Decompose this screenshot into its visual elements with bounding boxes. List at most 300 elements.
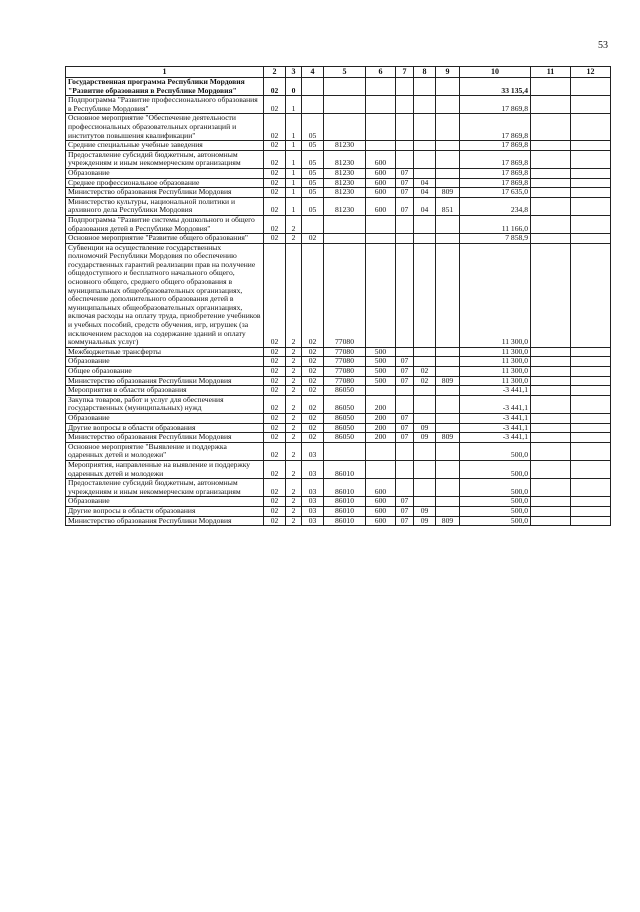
cell-section [396,215,414,233]
cell-ministry [436,460,460,478]
cell-col-12 [571,479,611,497]
cell-col-12 [571,197,611,215]
cell-program: 02 [264,395,286,413]
cell-subprogram: 2 [286,479,302,497]
cell-name: Министерство образования Республики Мордовия [66,376,264,386]
cell-event: 02 [302,367,324,377]
cell-expense-type: 200 [366,423,396,433]
cell-subsection [414,141,436,151]
cell-subprogram: 2 [286,460,302,478]
cell-expense-type: 600 [366,479,396,497]
cell-col-12 [571,150,611,168]
cell-name: Предоставление субсидий бюджетным, автономным учреждениям и иным некоммерческим организациям [66,150,264,168]
cell-ministry [436,141,460,151]
cell-section [396,479,414,497]
table-row [66,433,611,443]
cell-direction: 81230 [324,168,366,178]
cell-ministry [436,506,460,516]
cell-col-12 [571,516,611,526]
cell-ministry [436,497,460,507]
cell-expense-type: 500 [366,347,396,357]
cell-subsection [414,413,436,423]
cell-amount: 11 300,0 [460,357,531,367]
cell-ministry [436,243,460,347]
cell-amount: -3 441,1 [460,433,531,443]
cell-ministry [436,395,460,413]
cell-direction: 86010 [324,460,366,478]
cell-event [302,78,324,96]
cell-subsection [414,243,436,347]
cell-col-11 [531,367,571,377]
cell-col-12 [571,367,611,377]
table-row [66,386,611,396]
col-header: 7 [396,67,414,78]
cell-section [396,150,414,168]
cell-expense-type: 200 [366,413,396,423]
cell-subprogram: 2 [286,215,302,233]
cell-ministry [436,96,460,114]
cell-expense-type: 500 [366,367,396,377]
cell-ministry: 809 [436,516,460,526]
cell-name: Образование [66,168,264,178]
cell-col-12 [571,497,611,507]
cell-amount: 7 858,9 [460,234,531,244]
cell-subprogram: 2 [286,516,302,526]
cell-col-12 [571,423,611,433]
cell-expense-type [366,442,396,460]
cell-col-12 [571,168,611,178]
cell-subsection: 04 [414,188,436,198]
cell-section: 07 [396,497,414,507]
cell-expense-type [366,460,396,478]
cell-amount: 33 135,4 [460,78,531,96]
cell-name: Основное мероприятие "Развитие общего образования" [66,234,264,244]
cell-expense-type [366,114,396,141]
cell-event: 02 [302,413,324,423]
cell-amount: -3 441,1 [460,423,531,433]
cell-expense-type: 200 [366,433,396,443]
cell-direction: 86050 [324,386,366,396]
cell-event: 03 [302,442,324,460]
cell-col-12 [571,347,611,357]
cell-amount: 11 300,0 [460,347,531,357]
cell-program: 02 [264,114,286,141]
table-row [66,413,611,423]
cell-col-11 [531,114,571,141]
cell-amount: 500,0 [460,479,531,497]
cell-program: 02 [264,347,286,357]
cell-direction: 86010 [324,479,366,497]
cell-subprogram: 1 [286,141,302,151]
cell-section: 07 [396,367,414,377]
cell-direction: 86050 [324,413,366,423]
cell-section [396,442,414,460]
cell-ministry [436,215,460,233]
cell-program: 02 [264,479,286,497]
cell-ministry [436,442,460,460]
cell-direction [324,114,366,141]
cell-program: 02 [264,141,286,151]
table-row [66,168,611,178]
cell-section [396,114,414,141]
cell-subsection [414,78,436,96]
table-row [66,479,611,497]
cell-direction: 81230 [324,188,366,198]
cell-section: 07 [396,197,414,215]
table-row [66,243,611,347]
cell-ministry: 809 [436,433,460,443]
cell-subsection: 02 [414,367,436,377]
cell-program: 02 [264,234,286,244]
cell-program: 02 [264,423,286,433]
cell-ministry: 851 [436,197,460,215]
cell-expense-type: 600 [366,497,396,507]
cell-col-11 [531,188,571,198]
cell-subsection: 09 [414,433,436,443]
cell-event: 03 [302,479,324,497]
cell-direction [324,442,366,460]
cell-name: Мероприятия в области образования [66,386,264,396]
cell-event: 03 [302,497,324,507]
cell-ministry: 809 [436,376,460,386]
cell-section [396,141,414,151]
cell-col-11 [531,506,571,516]
cell-subprogram: 1 [286,178,302,188]
cell-expense-type [366,96,396,114]
cell-col-11 [531,197,571,215]
table-row [66,357,611,367]
table-row [66,442,611,460]
cell-col-11 [531,460,571,478]
cell-direction: 86010 [324,516,366,526]
cell-subsection [414,234,436,244]
cell-subprogram: 2 [286,376,302,386]
col-header: 6 [366,67,396,78]
cell-subprogram: 2 [286,243,302,347]
budget-table [65,66,611,526]
cell-col-11 [531,243,571,347]
cell-expense-type [366,141,396,151]
cell-col-11 [531,516,571,526]
cell-subsection [414,395,436,413]
cell-program: 02 [264,357,286,367]
cell-name: Межбюджетные трансферты [66,347,264,357]
cell-section: 07 [396,168,414,178]
cell-direction: 86010 [324,497,366,507]
cell-col-11 [531,215,571,233]
cell-expense-type: 500 [366,376,396,386]
cell-subsection [414,347,436,357]
cell-expense-type: 600 [366,516,396,526]
cell-subsection: 04 [414,178,436,188]
table-row [66,96,611,114]
cell-direction: 86050 [324,433,366,443]
cell-event: 05 [302,188,324,198]
cell-section [396,234,414,244]
cell-expense-type: 600 [366,168,396,178]
cell-col-12 [571,78,611,96]
cell-event: 03 [302,460,324,478]
cell-col-12 [571,433,611,443]
cell-expense-type: 500 [366,357,396,367]
cell-section [396,395,414,413]
table-row [66,423,611,433]
cell-ministry [436,234,460,244]
cell-subsection [414,386,436,396]
cell-subsection [414,460,436,478]
cell-subprogram: 1 [286,96,302,114]
cell-direction: 81230 [324,150,366,168]
cell-section: 07 [396,506,414,516]
cell-expense-type: 600 [366,150,396,168]
cell-expense-type [366,386,396,396]
page-number: 53 [598,40,608,51]
cell-subsection [414,114,436,141]
cell-col-12 [571,215,611,233]
cell-program: 02 [264,243,286,347]
cell-subprogram: 2 [286,386,302,396]
cell-subprogram: 2 [286,497,302,507]
cell-subsection: 09 [414,423,436,433]
cell-amount: 234,8 [460,197,531,215]
cell-name: Министерство образования Республики Мордовия [66,516,264,526]
col-header: 11 [531,67,571,78]
cell-direction [324,96,366,114]
cell-ministry [436,347,460,357]
table-row [66,141,611,151]
table-row [66,497,611,507]
cell-section: 07 [396,357,414,367]
cell-amount: 11 300,0 [460,367,531,377]
cell-amount: -3 441,1 [460,413,531,423]
cell-direction: 81230 [324,178,366,188]
cell-name: Министерство образования Республики Мордовия [66,433,264,443]
cell-section [396,243,414,347]
cell-col-11 [531,357,571,367]
cell-subprogram: 1 [286,114,302,141]
cell-col-12 [571,141,611,151]
cell-name: Образование [66,497,264,507]
cell-amount: 17 869,8 [460,178,531,188]
cell-subprogram: 2 [286,423,302,433]
col-header: 5 [324,67,366,78]
cell-ministry: 809 [436,188,460,198]
col-header: 10 [460,67,531,78]
cell-subprogram: 1 [286,197,302,215]
col-header: 2 [264,67,286,78]
cell-col-12 [571,442,611,460]
cell-program: 02 [264,442,286,460]
cell-col-11 [531,442,571,460]
cell-program: 02 [264,96,286,114]
col-header: 8 [414,67,436,78]
cell-name: Другие вопросы в области образования [66,423,264,433]
cell-subprogram: 2 [286,367,302,377]
cell-program: 02 [264,78,286,96]
table-body [66,78,611,526]
table-row [66,234,611,244]
cell-subprogram: 2 [286,234,302,244]
cell-subprogram: 1 [286,188,302,198]
header-row [66,67,611,78]
cell-program: 02 [264,188,286,198]
cell-event [302,215,324,233]
cell-name: Образование [66,357,264,367]
cell-amount: 17 869,8 [460,141,531,151]
cell-subprogram: 2 [286,506,302,516]
cell-amount: 11 166,0 [460,215,531,233]
cell-subsection [414,442,436,460]
cell-subsection [414,357,436,367]
cell-program: 02 [264,215,286,233]
table-row [66,215,611,233]
cell-subprogram: 2 [286,347,302,357]
cell-subsection [414,150,436,168]
cell-ministry [436,114,460,141]
cell-name: Закупка товаров, работ и услуг для обеспечения государственных (муниципальных) нужд [66,395,264,413]
cell-amount: 11 300,0 [460,376,531,386]
cell-expense-type [366,78,396,96]
cell-col-11 [531,376,571,386]
cell-name: Другие вопросы в области образования [66,506,264,516]
cell-program: 02 [264,150,286,168]
cell-col-11 [531,168,571,178]
cell-name: Среднее профессиональное образование [66,178,264,188]
cell-col-12 [571,234,611,244]
cell-amount: 500,0 [460,460,531,478]
cell-direction: 77080 [324,376,366,386]
cell-subsection [414,96,436,114]
cell-event: 05 [302,197,324,215]
cell-subsection [414,479,436,497]
cell-subsection: 02 [414,376,436,386]
cell-program: 02 [264,178,286,188]
table-row [66,347,611,357]
cell-subprogram: 2 [286,442,302,460]
cell-direction: 86050 [324,423,366,433]
col-header: 1 [66,67,264,78]
cell-section: 07 [396,376,414,386]
cell-program: 02 [264,497,286,507]
cell-name: Предоставление субсидий бюджетным, автономным учреждениям и иным некоммерческим организациям [66,479,264,497]
cell-program: 02 [264,433,286,443]
cell-ministry [436,168,460,178]
cell-event: 02 [302,395,324,413]
cell-program: 02 [264,516,286,526]
cell-ministry [436,386,460,396]
cell-name: Основное мероприятие "Выявление и поддержка одаренных детей и молодежи" [66,442,264,460]
cell-program: 02 [264,367,286,377]
cell-col-12 [571,178,611,188]
cell-name: Государственная программа Республики Мордовия "Развитие образования в Республике Мордовия" [66,78,264,96]
cell-col-12 [571,243,611,347]
cell-event: 05 [302,168,324,178]
table-row [66,367,611,377]
cell-amount: 17 869,8 [460,114,531,141]
cell-event: 03 [302,516,324,526]
cell-col-11 [531,141,571,151]
cell-col-11 [531,347,571,357]
cell-amount: 500,0 [460,506,531,516]
col-header: 3 [286,67,302,78]
cell-amount: 17 869,8 [460,168,531,178]
cell-event: 05 [302,178,324,188]
cell-col-11 [531,96,571,114]
cell-col-11 [531,413,571,423]
cell-section [396,347,414,357]
cell-name: Средние специальные учебные заведения [66,141,264,151]
table-row [66,114,611,141]
cell-subprogram: 2 [286,413,302,423]
cell-col-11 [531,497,571,507]
table-row [66,150,611,168]
table-row [66,197,611,215]
cell-amount: 17 635,0 [460,188,531,198]
cell-name: Подпрограмма "Развитие системы дошкольного и общего образования детей в Республике Мордовия" [66,215,264,233]
cell-direction: 77080 [324,367,366,377]
cell-col-11 [531,423,571,433]
cell-program: 02 [264,168,286,178]
cell-section: 07 [396,423,414,433]
cell-subsection: 09 [414,506,436,516]
cell-col-11 [531,78,571,96]
cell-subprogram: 2 [286,357,302,367]
col-header: 12 [571,67,611,78]
cell-subprogram: 1 [286,168,302,178]
cell-direction: 81230 [324,197,366,215]
cell-name: Министерство культуры, национальной политики и архивного дела Республики Мордовия [66,197,264,215]
cell-col-11 [531,479,571,497]
cell-ministry [436,413,460,423]
cell-section [396,386,414,396]
cell-name: Мероприятия, направленные на выявление и поддержку одаренных детей и молодежи [66,460,264,478]
cell-section [396,460,414,478]
cell-direction [324,234,366,244]
cell-name: Подпрограмма "Развитие профессионального образования в Республике Мордовия" [66,96,264,114]
cell-event [302,96,324,114]
cell-col-12 [571,376,611,386]
cell-subprogram: 1 [286,150,302,168]
cell-event: 03 [302,506,324,516]
table-row [66,78,611,96]
cell-direction: 86010 [324,506,366,516]
cell-program: 02 [264,460,286,478]
cell-ministry [436,178,460,188]
cell-direction: 77080 [324,347,366,357]
cell-col-12 [571,357,611,367]
cell-col-12 [571,395,611,413]
cell-event: 02 [302,357,324,367]
cell-col-12 [571,96,611,114]
cell-col-11 [531,386,571,396]
cell-col-11 [531,150,571,168]
table-row [66,395,611,413]
cell-expense-type: 600 [366,178,396,188]
cell-section: 07 [396,188,414,198]
cell-subsection: 09 [414,516,436,526]
cell-event: 02 [302,347,324,357]
cell-amount: 500,0 [460,516,531,526]
cell-program: 02 [264,197,286,215]
cell-name: Субвенции на осуществление государственных полномочий Республики Мордовия по обеспечению государственных гарантий реализации прав на получение общедоступного и бесплатного начального общего, основного общего, среднего общего образования в муниципальных общеобразовательных организациях, обеспечение дополнительного образования детей в муниципальных общеобразовательных организациях, включая расходы на оплату труда, приобретение учебников и учебных пособий, средств обучения, игр, игрушек (за исключением расходов на содержание зданий и оплату коммунальных услуг) [66,243,264,347]
cell-expense-type: 600 [366,188,396,198]
cell-col-12 [571,506,611,516]
cell-subsection [414,497,436,507]
cell-amount: 17 869,8 [460,150,531,168]
cell-subsection [414,168,436,178]
cell-name: Образование [66,413,264,423]
cell-program: 02 [264,506,286,516]
